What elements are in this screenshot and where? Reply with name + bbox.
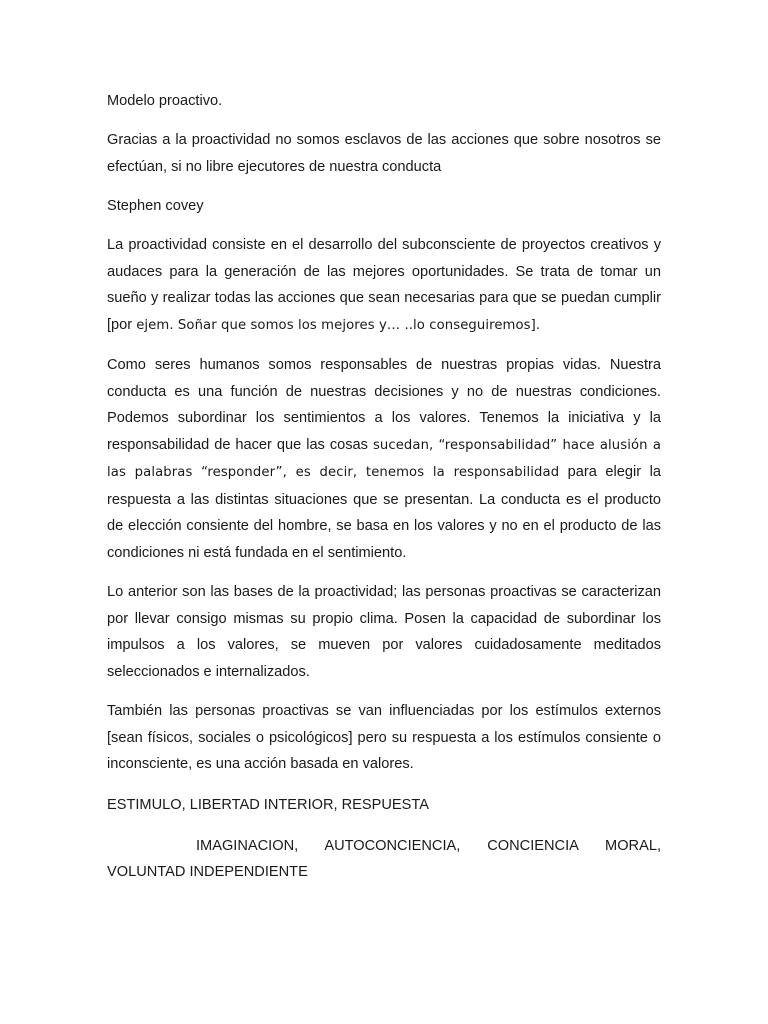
paragraph-bases-proactividad: Lo anterior son las bases de la proactividad; las personas proactivas se caracterizan por llevar consigo mismas su propio clima. Posen la capacidad de subordinar los impulsos a los valores, se mueven por valores cuidadosamente meditados seleccionados e internalizados. xyxy=(107,584,661,680)
paragraph-estimulos-externos: También las personas proactivas se van influenciadas por los estímulos externos [sean físicos, sociales o psicológicos] pero su respuesta a los estímulos consiente o inconsciente, es una acción basada en valores. xyxy=(107,703,661,772)
paragraph-text: La proactividad consiste en el desarrollo del subconsciente de proyectos creativos y audaces para la generación de las mejores oportunidades. Se trata de tomar un sueño y realizar todas las acciones que sean necesarias para que se puedan cumplir [por xyxy=(107,237,661,333)
document-page xyxy=(107,89,661,886)
paragraph-responsabilidad xyxy=(107,352,661,566)
document-title: Modelo proactivo. xyxy=(107,93,223,109)
quote-author: Stephen covey xyxy=(107,198,204,214)
paragraph-text: para elegir la respuesta a las distintas situaciones que se presentan. La conducta es el producto de elección consiente del hombre, se basa en los valores y no en el producto de las condiciones ni está fundada en el sentimiento. xyxy=(107,464,661,561)
paragraph-proactividad-definicion xyxy=(107,232,661,339)
paragraph-highlight-text: sucedan, “responsabilidad” hace alusión a las palabras “responder”, es decir, tenemos la responsabilidad xyxy=(107,437,662,480)
paragraph-example-text: ejem. Soñar que somos los mejores y… ..lo conseguiremos]. xyxy=(136,317,541,333)
list-line-imaginacion: IMAGINACION, AUTOCONCIENCIA, CONCIENCIA MORAL, VOLUNTAD INDEPENDIENTE xyxy=(107,837,661,880)
list-line-estimulo: ESTIMULO, LIBERTAD INTERIOR, RESPUESTA xyxy=(107,796,429,813)
quote-paragraph: Gracias a la proactividad no somos esclavos de las acciones que sobre nosotros se efectúan, si no libre ejecutores de nuestra conducta xyxy=(107,132,661,175)
paragraph-text: Como seres humanos somos responsables de nuestras propias vidas. Nuestra conducta es una función de nuestras decisiones y no de nuestras condiciones. Podemos subordinar los sentimientos a los valores. Tenemos la iniciativa y la responsabilidad de hacer que las cosas xyxy=(107,357,661,453)
